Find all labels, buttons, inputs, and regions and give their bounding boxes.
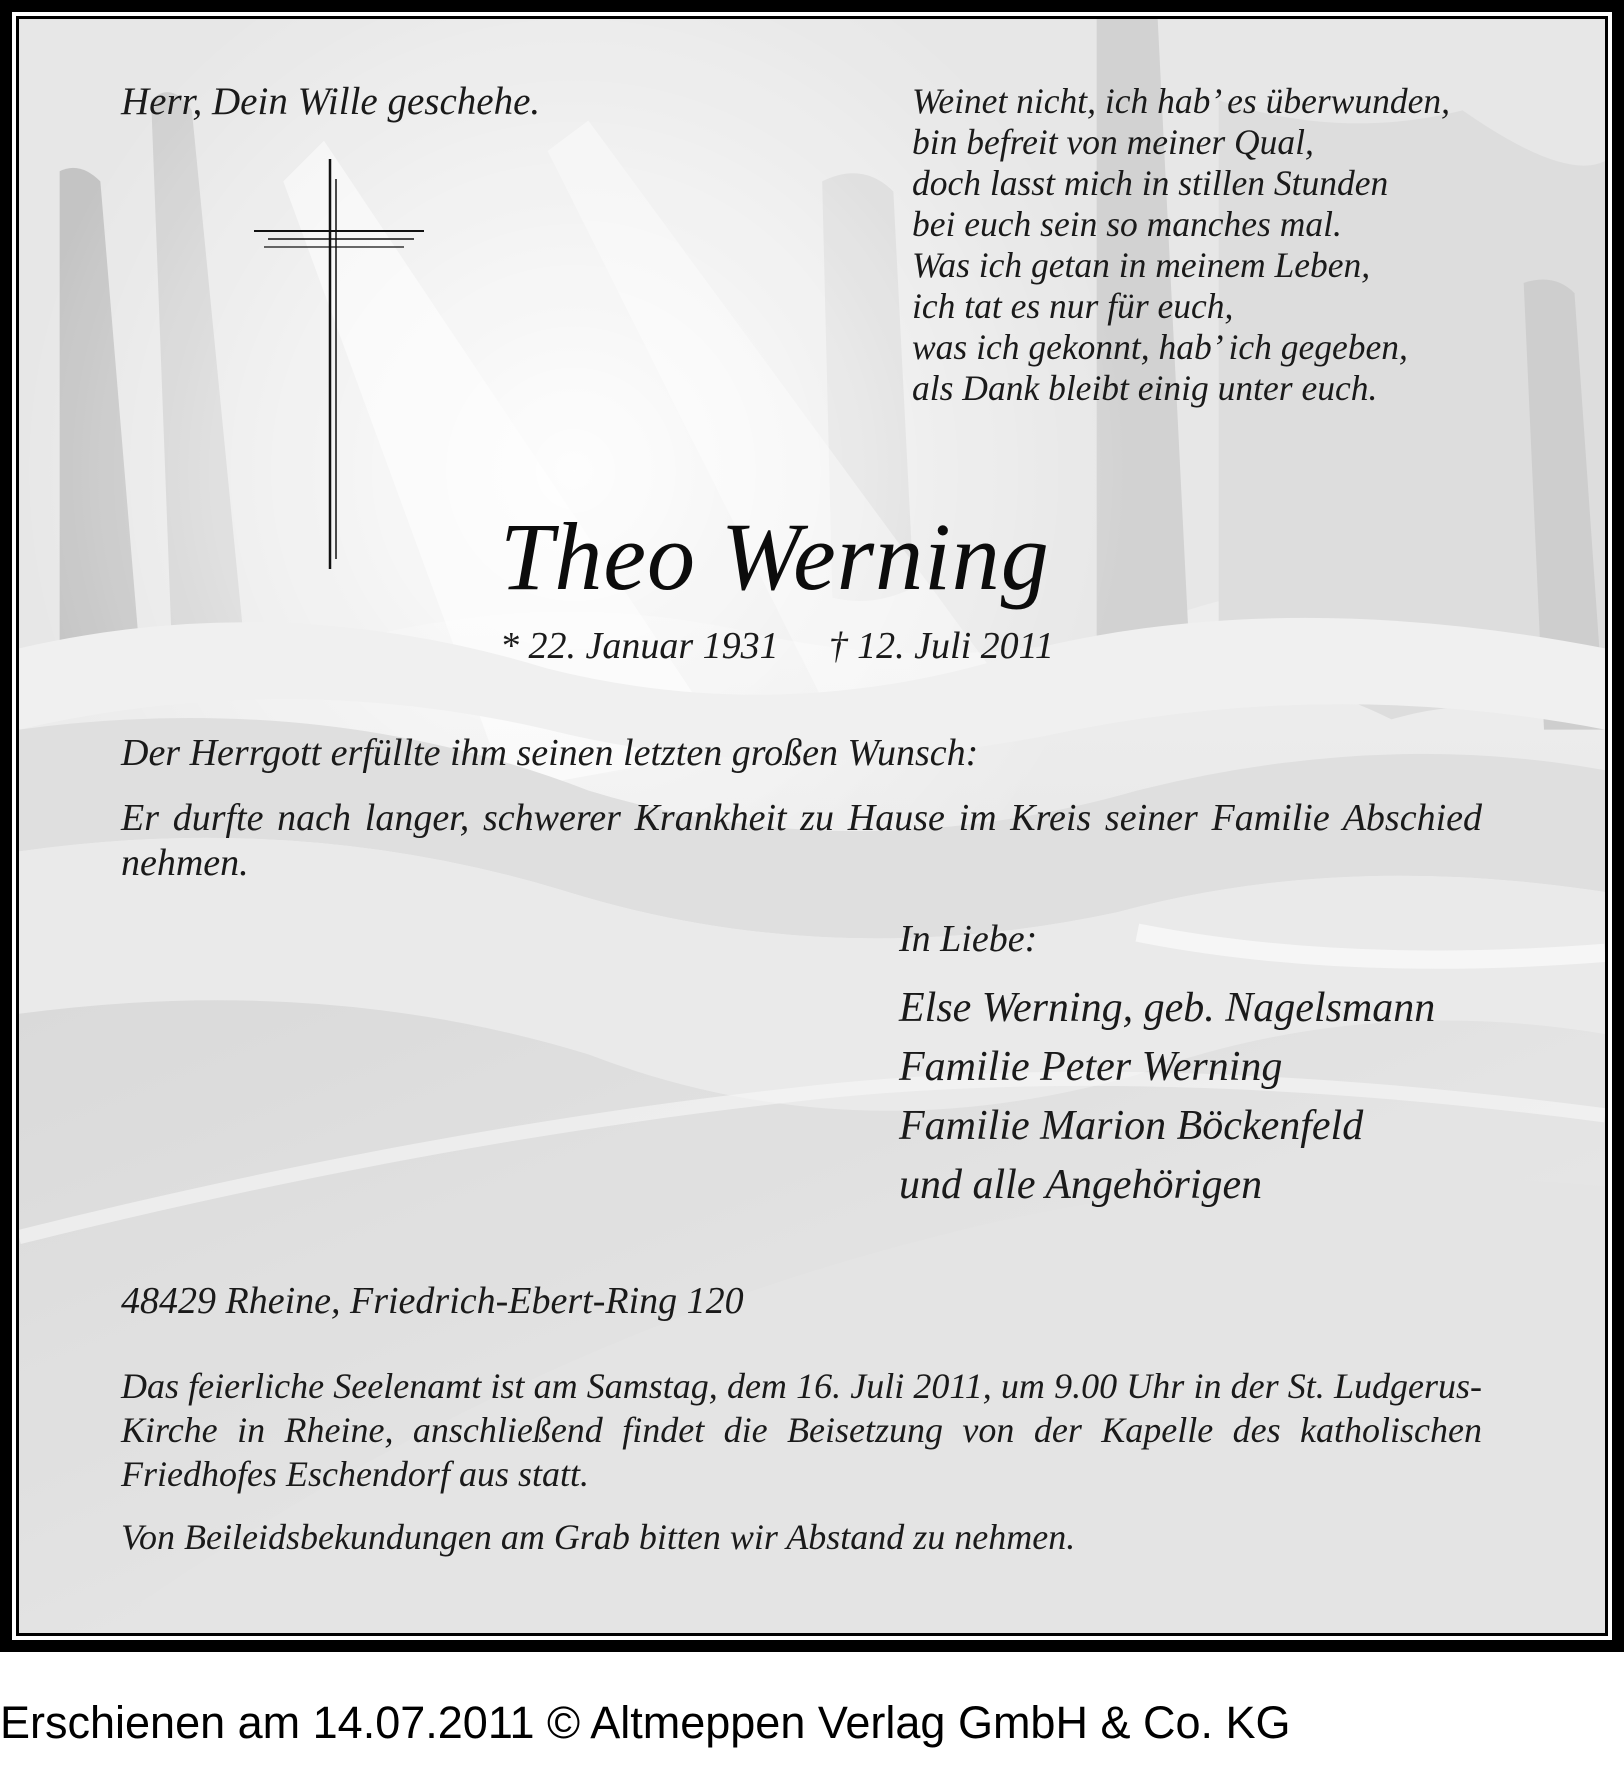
poem-line: ich tat es nur für euch, [912, 286, 1234, 326]
deceased-name: Theo Werning [500, 503, 1050, 610]
notice-panel [16, 16, 1608, 1636]
poem-line: bei euch sein so manches mal. [912, 204, 1342, 244]
poem-line: Was ich getan in meinem Leben, [912, 245, 1371, 285]
address: 48429 Rheine, Friedrich-Ebert-Ring 120 [121, 1280, 744, 1322]
poem-line: bin befreit von meiner Qual, [912, 122, 1314, 162]
poem-line: doch lasst mich in stillen Stunden [912, 163, 1389, 203]
poem-line: als Dank bleibt einig unter euch. [912, 368, 1378, 408]
family-member: und alle Angehörigen [899, 1162, 1263, 1208]
death-date: † 12. Juli 2011 [828, 625, 1054, 667]
service-info: Das feierliche Seelenamt ist am Samstag, dem 16. Juli 2011, um 9.00 Uhr in der St. Ludgerus-Kirche in Rheine, anschließend findet die Beisetzung von der Kapelle des katholischen Friedhofes Eschendorf aus statt. [121, 1366, 1482, 1494]
paragraph-wish: Der Herrgott erfüllte ihm seinen letzten großen Wunsch: [121, 732, 979, 774]
poem [912, 81, 1450, 409]
paragraph-farewell: Er durfte nach langer, schwerer Krankheit zu Hause im Kreis seiner Familie Abschied nehmen. [121, 797, 1482, 884]
life-dates [500, 624, 1054, 668]
family-member: Familie Peter Werning [899, 1044, 1283, 1090]
love-label: In Liebe: [899, 918, 1038, 960]
condolence-request: Von Beileidsbekundungen am Grab bitten wir Abstand zu nehmen. [121, 1517, 1076, 1557]
publication-footer: Erschienen am 14.07.2011 © Altmeppen Verlag GmbH & Co. KG [0, 1697, 1291, 1748]
birth-date: * 22. Januar 1931 [500, 625, 779, 667]
cross-icon [254, 159, 424, 569]
motto: Herr, Dein Wille geschehe. [121, 80, 541, 123]
family-list [899, 979, 1435, 1215]
family-member: Else Werning, geb. Nagelsmann [899, 985, 1436, 1031]
poem-line: Weinet nicht, ich hab’ es überwunden, [912, 81, 1450, 121]
poem-line: was ich gekonnt, hab’ ich gegeben, [912, 327, 1408, 367]
family-member: Familie Marion Böckenfeld [899, 1103, 1364, 1149]
